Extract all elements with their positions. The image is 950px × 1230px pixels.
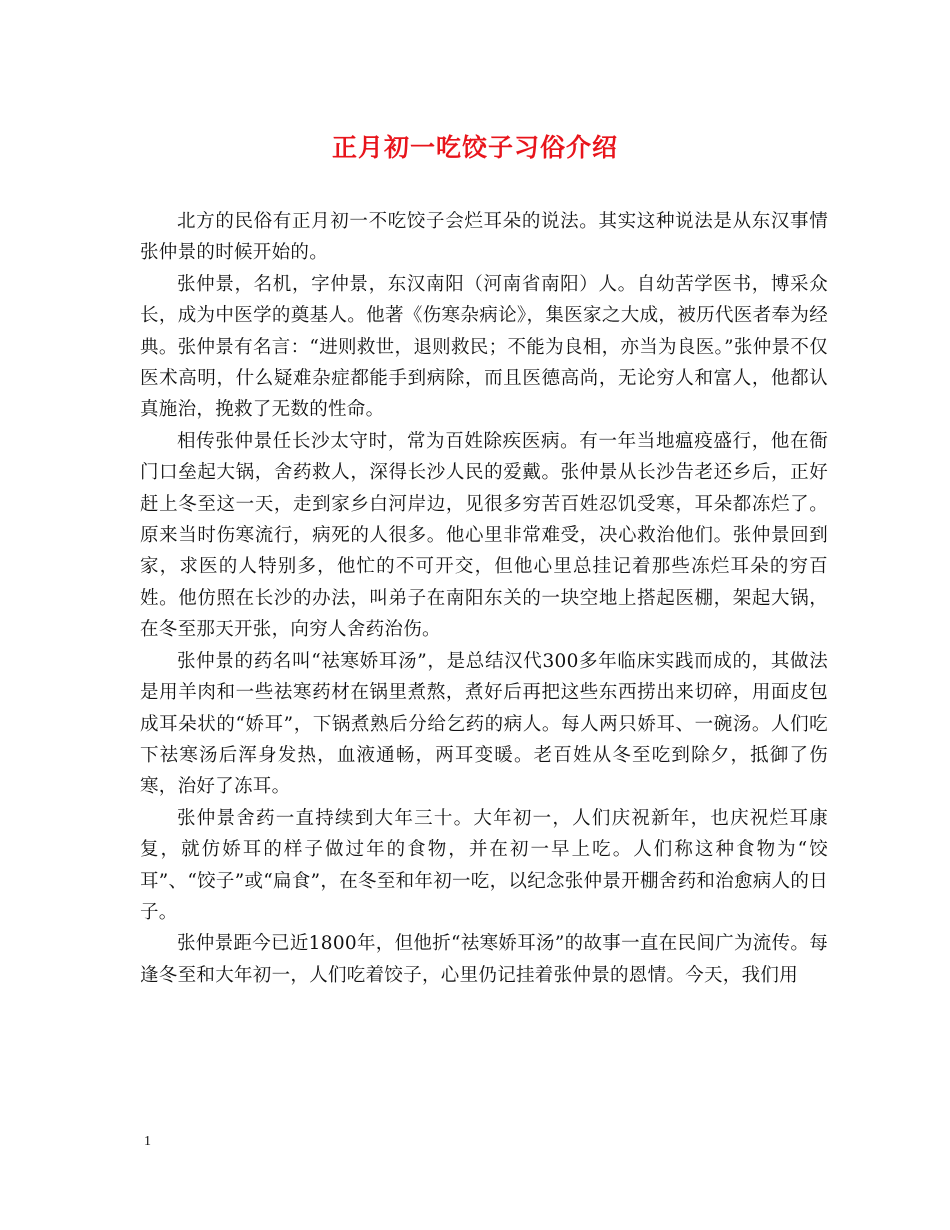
document-body [140,206,828,991]
paragraph: 相传张仲景任长沙太守时，常为百姓除疾医病。有一年当地瘟疫盛行，他在衙门口垒起大锅，舍药救人，深得长沙人民的爱戴。张仲景从长沙告老还乡后，正好赶上冬至这一天，走到家乡白河岸边，见很多穷苦百姓忍饥受寒，耳朵都冻烂了。原来当时伤寒流行，病死的人很多。他心里非常难受，决心救治他们。张仲景回到家，求医的人特别多，他忙的不可开交，但他心里总挂记着那些冻烂耳朵的穷百姓。他仿照在长沙的办法，叫弟子在南阳东关的一块空地上搭起医棚，架起大锅，在冬至那天开张，向穷人舍药治伤。 [140,430,828,641]
document-title: 正月初一吃饺子习俗介绍 [331,133,618,162]
page-number: 1 [144,1134,151,1149]
paragraph: 张仲景，名机，字仲景，东汉南阳（河南省南阳）人。自幼苦学医书，博采众长，成为中医学的奠基人。他著《伤寒杂病论》，集医家之大成，被历代医者奉为经典。张仲景有名言：“进则救世，退则救民；不能为良相，亦当为良医。”张仲景不仅医术高明，什么疑难杂症都能手到病除，而且医德高尚，无论穷人和富人，他都认真施治，挽救了无数的性命。 [140,273,828,421]
paragraph: 张仲景舍药一直持续到大年三十。大年初一，人们庆祝新年，也庆祝烂耳康复，就仿娇耳的样子做过年的食物，并在初一早上吃。人们称这种食物为“饺耳”、“饺子”或“扁食”，在冬至和年初一吃，以纪念张仲景开棚舍药和治愈病人的日子。 [140,807,828,923]
paragraph: 张仲景的药名叫“祛寒娇耳汤”，是总结汉代300多年临床实践而成的，其做法是用羊肉和一些祛寒药材在锅里煮熬，煮好后再把这些东西捞出来切碎，用面皮包成耳朵状的“娇耳”，下锅煮熟后分给乞药的病人。每人两只娇耳、一碗汤。人们吃下祛寒汤后浑身发热，血液通畅，两耳变暖。老百姓从冬至吃到除夕，抵御了伤寒，治好了冻耳。 [140,650,828,798]
paragraph: 张仲景距今已近1800年，但他折“祛寒娇耳汤”的故事一直在民间广为流传。每逢冬至和大年初一，人们吃着饺子，心里仍记挂着张仲景的恩情。今天，我们用 [140,933,828,986]
paragraph: 北方的民俗有正月初一不吃饺子会烂耳朵的说法。其实这种说法是从东汉事情张仲景的时候开始的。 [140,211,828,264]
